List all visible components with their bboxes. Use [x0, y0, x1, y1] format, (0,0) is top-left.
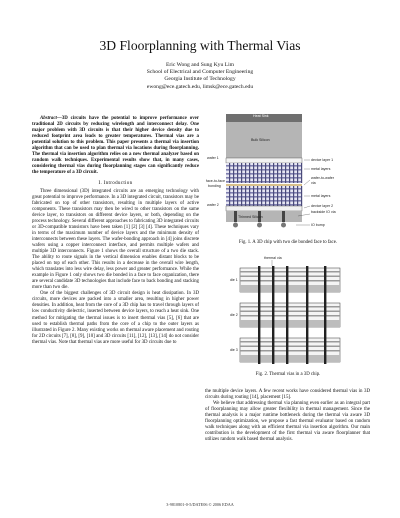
label-thinned-silicon: Thinned Silicon [238, 215, 263, 219]
via-column [257, 163, 258, 183]
intro-paragraph-2: One of the biggest challenges of 3D circuit design is heat dissipation. In 3D circuits, more devices are packed into a smaller area, resulting in higher power densities. In addition, heat from the core of a 3D chip has to travel through layers of low conductivity dielectric, inserted between device layers, to reach a heat sink. One method for mitigating the thermal issues is to insert thermal vias [5], [6] that are used to establish thermal paths from the core of a chip to the outer layers as illustrated in Figure 2. Many existing works on thermal aware placement and routing for 2D circuits [7], [8], [9], [10] and 3D circuits [11], [12], [13], [14] do not consider thermal vias. Note that thermal vias are more useful for 3D circuits due to [32, 291, 199, 345]
label-wafer-1: wafer 1 [207, 156, 219, 160]
label-bulk-silicon: Bulk Silicon [251, 138, 270, 142]
via-column [293, 163, 294, 183]
label-thermal-via: thermal via [264, 256, 282, 260]
backside-via [234, 211, 237, 222]
left-column [32, 116, 199, 346]
backside-via [282, 211, 285, 222]
right-paragraph-2: We believe that addressing thermal via planning even earlier as an integral part of floorplanning may allow greater flexibility in thermal management. Since the thermal analysis is a major runtime bottleneck during the thermal via aware 3D floorplanning optimization, we propose a fast thermal evaluator based on random walk techniques along with an efficient thermal via insertion algorithm. Our main contribution is the development of the first thermal via aware floorplanner that utilizes random walk based thermal analysis. [205, 401, 370, 443]
label-metal-layers-top: metal layers [311, 167, 331, 171]
via-column [253, 163, 254, 183]
via-column [261, 163, 262, 183]
via-column [277, 186, 278, 206]
thermal-via-column [272, 266, 274, 364]
via-column [281, 163, 282, 183]
io-bump [233, 223, 238, 228]
via-column [289, 186, 290, 206]
io-bump [281, 223, 286, 228]
via-column [265, 163, 266, 183]
via-column [293, 186, 294, 206]
via-column [249, 186, 250, 206]
label-device-layer-1: device layer 1 [311, 158, 334, 162]
paper-title: 3D Floorplanning with Thermal Vias [99, 38, 301, 53]
metal-layers-bottom [226, 186, 302, 206]
thermal-via-column [324, 266, 326, 364]
label-die-2: die 2 [230, 313, 238, 317]
via-column [233, 163, 234, 183]
figure-1-caption: Fig. 1. A 3D chip with two die bonded face to face. [238, 240, 338, 245]
via-column [265, 186, 266, 206]
label-die-3: die 3 [230, 348, 238, 352]
bonding-interface [226, 184, 302, 186]
label-io-bump: IO bump [311, 223, 325, 227]
via-column [281, 186, 282, 206]
via-column [229, 186, 230, 206]
figure-1-diagram [206, 110, 370, 238]
via-column [253, 186, 254, 206]
figure-2-diagram [206, 256, 370, 382]
label-face-to-face: face-to-face [206, 179, 225, 183]
via-column [237, 186, 238, 206]
label-wafer-2: wafer 2 [207, 203, 219, 207]
via-column [289, 163, 290, 183]
via-column [249, 163, 250, 183]
device-layer-1 [226, 158, 302, 163]
via-column [269, 163, 270, 183]
abstract [32, 116, 199, 176]
via-column [285, 186, 286, 206]
via-column [301, 163, 302, 183]
thermal-via-column [306, 266, 308, 364]
device-layer-2 [226, 206, 302, 211]
author-block [0, 62, 400, 91]
metal-layers-top [226, 163, 302, 183]
figure-2-caption: Fig. 2. Thermal vias in a 3D chip. [255, 372, 321, 377]
intro-paragraph-1: Three dimensional (3D) integrated circuits are an emerging technology with great potential to improve performance. In a 3D integrated circuit, transistors may be fabricated on top of other transistors, resulting in multiple layers of active components. These transistors may then be wired to other transistors on the same device layer, to transistors on different device layers, or both, depending on the process technology. Several different approaches to fabricating 3D integrated circuits or 3D-compatible transistors have been taken [1] [2] [3] [4]. These techniques vary in terms of the maximum number of device layers and the minimum density of interconnects between these layers. The wafer-bonding approach in [4] joins discrete wafers using a copper interconnect interface, and permits multiple wafers and multiple 3D interconnects. Figure 1 shows the overall structure of a two die stack. The ability to route signals in the vertical dimension enables distant blocks to be placed on top of each other. This results in a decrease in the overall wire length, which translates into less wire delay, less power and greater performance. While the example in Figure 1 only shows two die bonded in a face to face organization, there are several candidate 3D technologies that include face to back bonding and stacking more than two die. [32, 188, 199, 291]
via-column [285, 163, 286, 183]
figure-1 [206, 110, 370, 245]
via-column [277, 163, 278, 183]
thermal-via-column [286, 266, 288, 364]
via-column [301, 186, 302, 206]
via-column [273, 186, 274, 206]
via-column [241, 163, 242, 183]
right-column-text [205, 389, 370, 443]
figure-2 [206, 256, 370, 382]
via-column [229, 163, 230, 183]
via-column [297, 186, 298, 206]
abstract-label: Abstract [40, 116, 57, 121]
label-wafer-to-wafer: wafer-to-wafer [311, 176, 334, 180]
via-column [297, 163, 298, 183]
via-column [245, 186, 246, 206]
via-column [237, 163, 238, 183]
author-affiliation: School of Electrical and Computer Engineering [146, 69, 254, 76]
io-bump [257, 223, 262, 228]
section-heading-introduction: I. Introduction [98, 179, 133, 186]
page-footer: 3-9810801-0-5/DATE06 © 2006 EDAA [166, 502, 234, 507]
right-paragraph-1: the multiple device layers. A few recent works have considered thermal vias in 3D circuits during routing [14], placement [15]. [205, 389, 370, 401]
via-column [273, 163, 274, 183]
label-device-layer-2: device layer 2 [311, 204, 334, 208]
label-bonding: bonding [208, 184, 221, 188]
author-names: Eric Wong and Sung Kyu Lim [166, 62, 234, 68]
via-column [245, 163, 246, 183]
via-column [233, 186, 234, 206]
via-column [261, 186, 262, 206]
label-heat-sink: Heat Sink [253, 114, 269, 118]
label-metal-layers-bottom: metal layers [311, 194, 331, 198]
via-column [269, 186, 270, 206]
thermal-via-column [258, 266, 260, 364]
via-column [257, 186, 258, 206]
author-emails: ewong@ece.gatech.edu, limsk@ece.gatech.edu [146, 83, 254, 90]
label-die-1: die 1 [230, 278, 238, 282]
author-institution: Georgia Institute of Technology [164, 76, 236, 83]
label-via: via [311, 181, 316, 185]
abstract-text: —3D circuits have the potential to improve performance over traditional 2D circuits by reducing wirelength and interconnect delay. One major problem with 3D circuits is that their higher device density due to reduced footprint area leads to greater temperatures. Thermal vias are a potential solution to this problem. This paper presents a thermal via insertion algorithm that can be used to plan thermal via locations during floorplanning. The thermal via insertion algorithm relies on a new thermal analyzer based on random walk techniques. Experimental results show that, in many cases, considering thermal vias during floorplanning stages can significantly reduce the temperature of a 3D circuit. [32, 116, 199, 176]
via-column [241, 186, 242, 206]
label-backside-io-via: backside IO via [311, 210, 336, 214]
